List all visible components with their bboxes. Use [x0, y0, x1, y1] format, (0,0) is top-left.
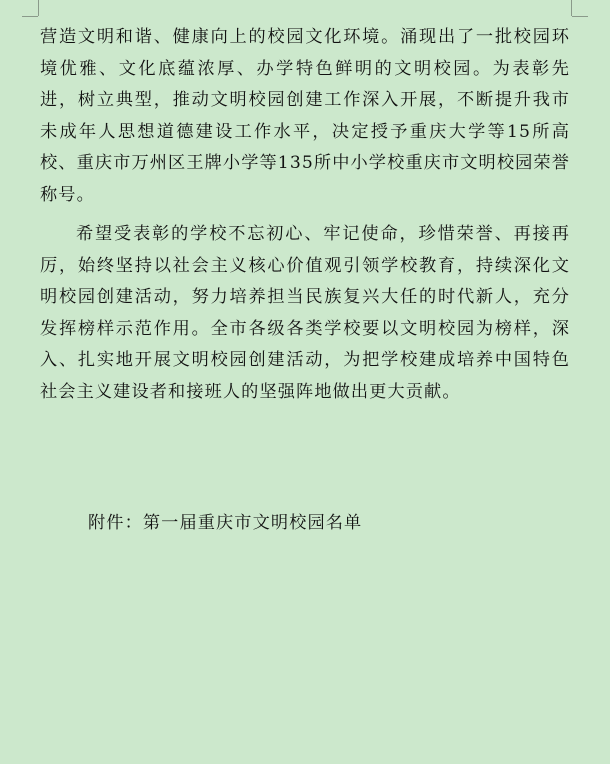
- paragraph-continuation: 营造文明和谐、健康向上的校园文化环境。涌现出了一批校园环境优雅、文化底蕴浓厚、办学特色鲜明的文明校园。为表彰先进，树立典型，推动文明校园创建工作深入开展，不断提升我市未成年人思想道德建设工作水平，决定授予重庆大学等15所高校、重庆市万州区王牌小学等135所中小学校重庆市文明校园荣誉称号。: [40, 27, 570, 205]
- margin-corner-mark-left-h: [22, 16, 38, 17]
- margin-corner-mark-right-h: [572, 16, 588, 17]
- document-page: [40, 22, 570, 408]
- margin-corner-mark-right: [571, 0, 572, 16]
- paragraph-hope: 希望受表彰的学校不忘初心、牢记使命，珍惜荣誉、再接再厉，始终坚持以社会主义核心价值观引领学校教育，持续深化文明校园创建活动，努力培养担当民族复兴大任的时代新人，充分发挥榜样示范作用。全市各级各类学校要以文明校园为榜样，深入、扎实地开展文明校园创建活动，为把学校建成培养中国特色社会主义建设者和接班人的坚强阵地做出更大贡献。: [40, 224, 570, 402]
- attachment-line: 附件：第一届重庆市文明校园名单: [88, 513, 363, 533]
- margin-corner-mark-left: [38, 0, 39, 16]
